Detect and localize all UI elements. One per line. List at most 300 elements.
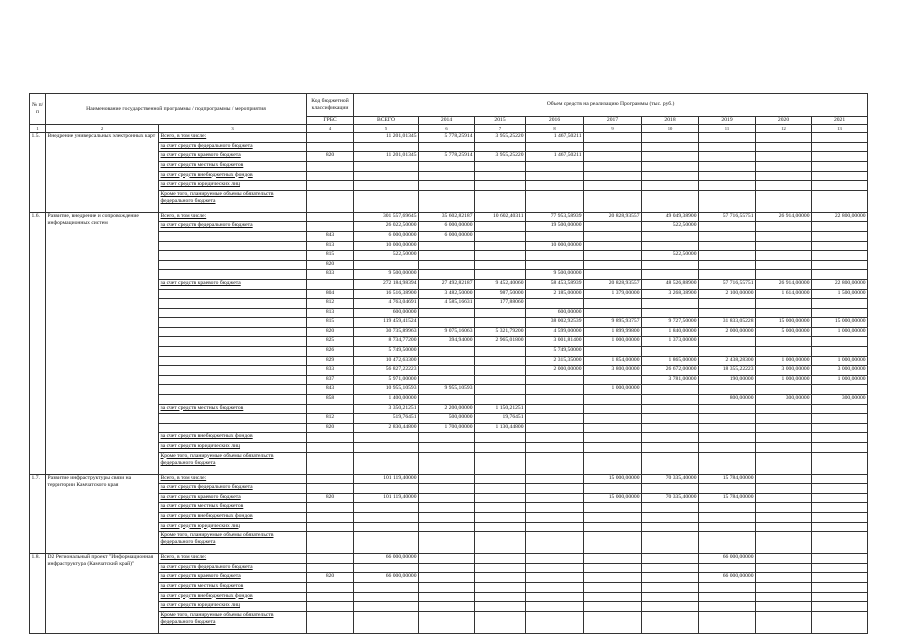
year-value <box>756 404 812 414</box>
year-value <box>812 602 868 612</box>
year-value: 1 899,99800 <box>584 327 642 337</box>
year-value <box>526 251 584 261</box>
year-value: 26 914,00000 <box>756 212 812 222</box>
year-value: 9 452,40060 <box>475 279 526 289</box>
year-value: 10 602,40311 <box>475 212 526 222</box>
year-value <box>475 190 526 212</box>
year-value <box>756 231 812 241</box>
grbs-code <box>307 279 354 289</box>
year-value: 35 602,82187 <box>419 212 475 222</box>
year-value <box>756 493 812 503</box>
grbs-code <box>307 433 354 443</box>
year-value <box>584 142 642 152</box>
funding-source <box>159 327 307 337</box>
year-value <box>812 452 868 474</box>
year-value <box>419 503 475 513</box>
year-value <box>526 171 584 181</box>
year-value: 70 335,40000 <box>642 474 699 484</box>
year-value <box>584 181 642 191</box>
total-value <box>354 532 419 554</box>
column-number: 6 <box>419 125 475 133</box>
year-value <box>419 493 475 503</box>
funding-source: за счет средств внебюджетных фондов <box>159 171 307 181</box>
year-value <box>475 318 526 328</box>
funding-source <box>159 251 307 261</box>
year-value <box>756 611 812 633</box>
year-value <box>812 503 868 513</box>
year-value <box>475 582 526 592</box>
year-value: 1 000,00000 <box>756 375 812 385</box>
year-value <box>756 592 812 602</box>
year-value <box>584 161 642 171</box>
year-value <box>812 512 868 522</box>
year-value: 800,00000 <box>699 395 756 405</box>
year-value <box>642 414 699 424</box>
year-value: 5 321,79200 <box>475 327 526 337</box>
year-value <box>642 512 699 522</box>
year-value: 1 614,00000 <box>756 289 812 299</box>
year-value <box>419 260 475 270</box>
year-value <box>812 142 868 152</box>
grbs-code <box>307 212 354 222</box>
year-value <box>475 522 526 532</box>
year-value <box>584 532 642 554</box>
grbs-code <box>307 484 354 494</box>
grbs-code <box>307 133 354 143</box>
header-year: 2018 <box>642 117 699 125</box>
total-value <box>354 433 419 443</box>
year-value: 1 467,50211 <box>526 133 584 143</box>
year-value <box>475 503 526 513</box>
total-value: 2 830,44800 <box>354 423 419 433</box>
grbs-code: 833 <box>307 366 354 376</box>
year-value <box>642 532 699 554</box>
year-value: 15 000,00000 <box>584 474 642 484</box>
year-value: 15 784,00000 <box>699 474 756 484</box>
funding-source: за счет средств федерального бюджета <box>159 563 307 573</box>
total-value: 10 955,10593 <box>354 385 419 395</box>
funding-source <box>159 318 307 328</box>
year-value: 66 000,00000 <box>699 573 756 583</box>
total-value: 101 119,40000 <box>354 474 419 484</box>
year-value: 5 778,25914 <box>419 133 475 143</box>
year-value <box>756 385 812 395</box>
funding-source <box>159 241 307 251</box>
year-value: 27 492,82187 <box>419 279 475 289</box>
year-value <box>526 142 584 152</box>
item-name: Развитие инфраструктуры связи на территории Камчатского края <box>46 474 159 554</box>
total-value <box>354 512 419 522</box>
total-value: 272 184,98394 <box>354 279 419 289</box>
header-no: № п/п <box>30 94 46 125</box>
year-value <box>526 563 584 573</box>
year-value <box>642 133 699 143</box>
year-value <box>642 484 699 494</box>
year-value: 26 672,00000 <box>642 366 699 376</box>
grbs-code <box>307 532 354 554</box>
year-value: 20 828,93557 <box>584 279 642 289</box>
year-value <box>699 161 756 171</box>
year-value: 2 000,00000 <box>699 327 756 337</box>
total-value: 5 971,00000 <box>354 375 419 385</box>
header-year: 2014 <box>419 117 475 125</box>
year-value <box>584 404 642 414</box>
year-value <box>584 443 642 453</box>
year-value <box>812 152 868 162</box>
year-value <box>584 241 642 251</box>
total-value <box>354 443 419 453</box>
year-value <box>699 512 756 522</box>
column-number: 13 <box>812 125 868 133</box>
item-name: Развитие, внедрение и сопровождение информационных систем <box>46 212 159 474</box>
grbs-code <box>307 563 354 573</box>
year-value <box>812 171 868 181</box>
year-value <box>812 443 868 453</box>
funding-source: Кроме того, планируемые объемы обязательств федерального бюджета <box>159 452 307 474</box>
year-value <box>699 152 756 162</box>
year-value <box>584 308 642 318</box>
year-value <box>526 433 584 443</box>
year-value <box>756 337 812 347</box>
year-value: 1 000,00000 <box>812 327 868 337</box>
header-year: 2016 <box>526 117 584 125</box>
year-value <box>756 308 812 318</box>
year-value <box>419 563 475 573</box>
year-value <box>419 241 475 251</box>
year-value <box>699 582 756 592</box>
item-number: 1.5. <box>30 133 46 213</box>
year-value: 2 185,00000 <box>526 289 584 299</box>
year-value <box>699 452 756 474</box>
year-value: 4 599,00000 <box>526 327 584 337</box>
year-value <box>526 414 584 424</box>
year-value <box>756 582 812 592</box>
year-value <box>419 356 475 366</box>
year-value: 57 716,55751 <box>699 279 756 289</box>
year-value: 2 100,00000 <box>699 289 756 299</box>
year-value <box>812 222 868 232</box>
total-value: 101 119,40000 <box>354 493 419 503</box>
funding-source: за счет средств местных бюджетов <box>159 582 307 592</box>
year-value <box>642 573 699 583</box>
total-value <box>354 592 419 602</box>
year-value <box>584 554 642 564</box>
year-value <box>584 512 642 522</box>
total-value <box>354 452 419 474</box>
year-value <box>526 190 584 212</box>
year-value <box>584 423 642 433</box>
column-number: 9 <box>584 125 642 133</box>
year-value: 300,00000 <box>812 395 868 405</box>
year-value: 6 000,00000 <box>419 222 475 232</box>
year-value <box>526 503 584 513</box>
year-value <box>699 423 756 433</box>
grbs-code: 826 <box>307 347 354 357</box>
grbs-code: 833 <box>307 270 354 280</box>
year-value <box>642 299 699 309</box>
year-value <box>475 347 526 357</box>
grbs-code: 804 <box>307 289 354 299</box>
year-value <box>475 366 526 376</box>
total-value: 5 749,50000 <box>354 347 419 357</box>
year-value <box>584 222 642 232</box>
funding-source: за счет средств краевого бюджета <box>159 152 307 162</box>
year-value: 70 335,40000 <box>642 493 699 503</box>
year-value <box>475 161 526 171</box>
year-value <box>642 395 699 405</box>
year-value <box>699 222 756 232</box>
year-value <box>756 270 812 280</box>
column-number: 1 <box>30 125 46 133</box>
year-value <box>526 443 584 453</box>
year-value <box>642 503 699 513</box>
year-value <box>699 503 756 513</box>
grbs-code: 820 <box>307 327 354 337</box>
funding-source: Всего, в том числе: <box>159 474 307 484</box>
table-row <box>30 554 868 564</box>
year-value <box>642 611 699 633</box>
total-value: 119 459,41524 <box>354 318 419 328</box>
year-value <box>642 582 699 592</box>
year-value <box>756 433 812 443</box>
grbs-code: 820 <box>307 423 354 433</box>
column-number: 3 <box>159 125 307 133</box>
year-value <box>756 414 812 424</box>
funding-source: Кроме того, планируемые объемы обязательств федерального бюджета <box>159 190 307 212</box>
year-value <box>475 433 526 443</box>
column-number: 8 <box>526 125 584 133</box>
grbs-code: 815 <box>307 251 354 261</box>
grbs-code: 843 <box>307 385 354 395</box>
year-value <box>756 443 812 453</box>
year-value <box>812 474 868 484</box>
year-value <box>756 423 812 433</box>
year-value <box>475 474 526 484</box>
column-number: 2 <box>46 125 159 133</box>
total-value <box>354 602 419 612</box>
year-value: 3 000,00000 <box>756 366 812 376</box>
year-value <box>475 611 526 633</box>
total-value: 66 000,00000 <box>354 554 419 564</box>
year-value <box>584 270 642 280</box>
funding-source: за счет средств юридических лиц <box>159 181 307 191</box>
funding-source: за счет средств краевого бюджета <box>159 493 307 503</box>
table-row <box>30 474 868 484</box>
year-value: 18 355,22223 <box>699 366 756 376</box>
year-value: 3 268,38900 <box>642 289 699 299</box>
total-value: 66 000,00000 <box>354 573 419 583</box>
year-value <box>526 299 584 309</box>
year-value: 9 895,93757 <box>584 318 642 328</box>
year-value <box>812 133 868 143</box>
year-value <box>699 443 756 453</box>
year-value <box>699 171 756 181</box>
year-value <box>642 554 699 564</box>
year-value <box>756 484 812 494</box>
year-value <box>812 241 868 251</box>
year-value <box>699 414 756 424</box>
year-value <box>699 181 756 191</box>
year-value <box>584 452 642 474</box>
total-value: 522,50000 <box>354 251 419 261</box>
year-value <box>475 181 526 191</box>
year-value <box>756 241 812 251</box>
year-value: 15 784,00000 <box>699 493 756 503</box>
total-value <box>354 142 419 152</box>
year-value <box>526 452 584 474</box>
year-value <box>475 484 526 494</box>
year-value <box>419 582 475 592</box>
year-value <box>475 308 526 318</box>
year-value <box>756 563 812 573</box>
header-total: ВСЕГО <box>354 117 419 125</box>
total-value: 4 763,04691 <box>354 299 419 309</box>
funding-source: за счет средств внебюджетных фондов <box>159 512 307 522</box>
year-value <box>584 414 642 424</box>
year-value: 3 955,25220 <box>475 152 526 162</box>
year-value <box>419 347 475 357</box>
year-value <box>812 190 868 212</box>
year-value: 9 955,10593 <box>419 385 475 395</box>
funding-source: Всего, в том числе: <box>159 133 307 143</box>
year-value <box>756 142 812 152</box>
year-value <box>526 512 584 522</box>
year-value <box>699 299 756 309</box>
grbs-code: 820 <box>307 573 354 583</box>
year-value <box>526 395 584 405</box>
funding-source: за счет средств федерального бюджета <box>159 142 307 152</box>
year-value: 1 854,00000 <box>584 356 642 366</box>
year-value <box>419 251 475 261</box>
year-value <box>642 241 699 251</box>
grbs-code <box>307 474 354 484</box>
year-value <box>642 433 699 443</box>
year-value: 5 749,50000 <box>526 347 584 357</box>
year-value: 2 438,28300 <box>699 356 756 366</box>
year-value <box>756 602 812 612</box>
year-value: 5 778,25914 <box>419 152 475 162</box>
total-value: 3 350,21251 <box>354 404 419 414</box>
year-value <box>642 602 699 612</box>
item-number: 1.7. <box>30 474 46 554</box>
total-value: 16 516,38900 <box>354 289 419 299</box>
funding-source <box>159 366 307 376</box>
year-value <box>642 522 699 532</box>
year-value <box>699 241 756 251</box>
grbs-code: 813 <box>307 308 354 318</box>
year-value <box>642 231 699 241</box>
grbs-code: 820 <box>307 493 354 503</box>
year-value <box>419 611 475 633</box>
year-value: 66 000,00000 <box>699 554 756 564</box>
column-number: 12 <box>756 125 812 133</box>
year-value <box>756 522 812 532</box>
year-value: 49 049,38900 <box>642 212 699 222</box>
year-value <box>526 474 584 484</box>
year-value <box>419 375 475 385</box>
year-value <box>526 554 584 564</box>
year-value <box>526 404 584 414</box>
year-value <box>584 190 642 212</box>
year-value: 6 000,00000 <box>419 231 475 241</box>
year-value <box>812 260 868 270</box>
year-value <box>526 611 584 633</box>
year-value <box>584 375 642 385</box>
grbs-code: 812 <box>307 414 354 424</box>
funding-source <box>159 299 307 309</box>
grbs-code: 812 <box>307 299 354 309</box>
year-value <box>812 270 868 280</box>
funding-source: за счет средств федерального бюджета <box>159 484 307 494</box>
year-value <box>584 260 642 270</box>
year-value <box>584 484 642 494</box>
year-value: 1 500,00000 <box>812 289 868 299</box>
column-number: 4 <box>307 125 354 133</box>
total-value: 11 201,01345 <box>354 133 419 143</box>
year-value: 77 953,58939 <box>526 212 584 222</box>
item-number: 1.8. <box>30 554 46 634</box>
year-value <box>584 582 642 592</box>
year-value: 48 526,88900 <box>642 279 699 289</box>
year-value <box>475 385 526 395</box>
year-value: 15 000,00000 <box>812 318 868 328</box>
funding-source <box>159 395 307 405</box>
funding-source: за счет средств краевого бюджета <box>159 573 307 583</box>
year-value <box>812 423 868 433</box>
year-value: 9 075,16063 <box>419 327 475 337</box>
year-value <box>475 231 526 241</box>
year-value <box>475 452 526 474</box>
year-value <box>419 532 475 554</box>
year-value <box>584 602 642 612</box>
year-value <box>756 573 812 583</box>
year-value <box>756 133 812 143</box>
total-value <box>354 582 419 592</box>
year-value <box>475 270 526 280</box>
funding-source <box>159 289 307 299</box>
year-value: 3 800,00000 <box>584 366 642 376</box>
grbs-code: 858 <box>307 395 354 405</box>
year-value: 1 000,00000 <box>584 337 642 347</box>
year-value <box>642 592 699 602</box>
year-value <box>812 592 868 602</box>
year-value <box>812 308 868 318</box>
year-value <box>699 522 756 532</box>
year-value <box>812 385 868 395</box>
year-value <box>756 260 812 270</box>
total-value: 8 734,77200 <box>354 337 419 347</box>
year-value <box>419 554 475 564</box>
year-value: 31 833,05228 <box>699 318 756 328</box>
header-year: 2021 <box>812 117 868 125</box>
year-value <box>584 299 642 309</box>
year-value: 522,50000 <box>642 251 699 261</box>
header-year: 2015 <box>475 117 526 125</box>
year-value: 57 716,55751 <box>699 212 756 222</box>
funding-source <box>159 347 307 357</box>
year-value: 1 373,00000 <box>642 337 699 347</box>
year-value: 987,50000 <box>475 289 526 299</box>
year-value <box>812 347 868 357</box>
year-value <box>419 270 475 280</box>
year-value <box>642 270 699 280</box>
header-name: Наименование государственной программы / подпрограммы / мероприятия <box>46 94 307 125</box>
total-value: 6 000,00000 <box>354 231 419 241</box>
year-value <box>419 433 475 443</box>
column-number: 5 <box>354 125 419 133</box>
year-value <box>475 222 526 232</box>
year-value <box>475 602 526 612</box>
